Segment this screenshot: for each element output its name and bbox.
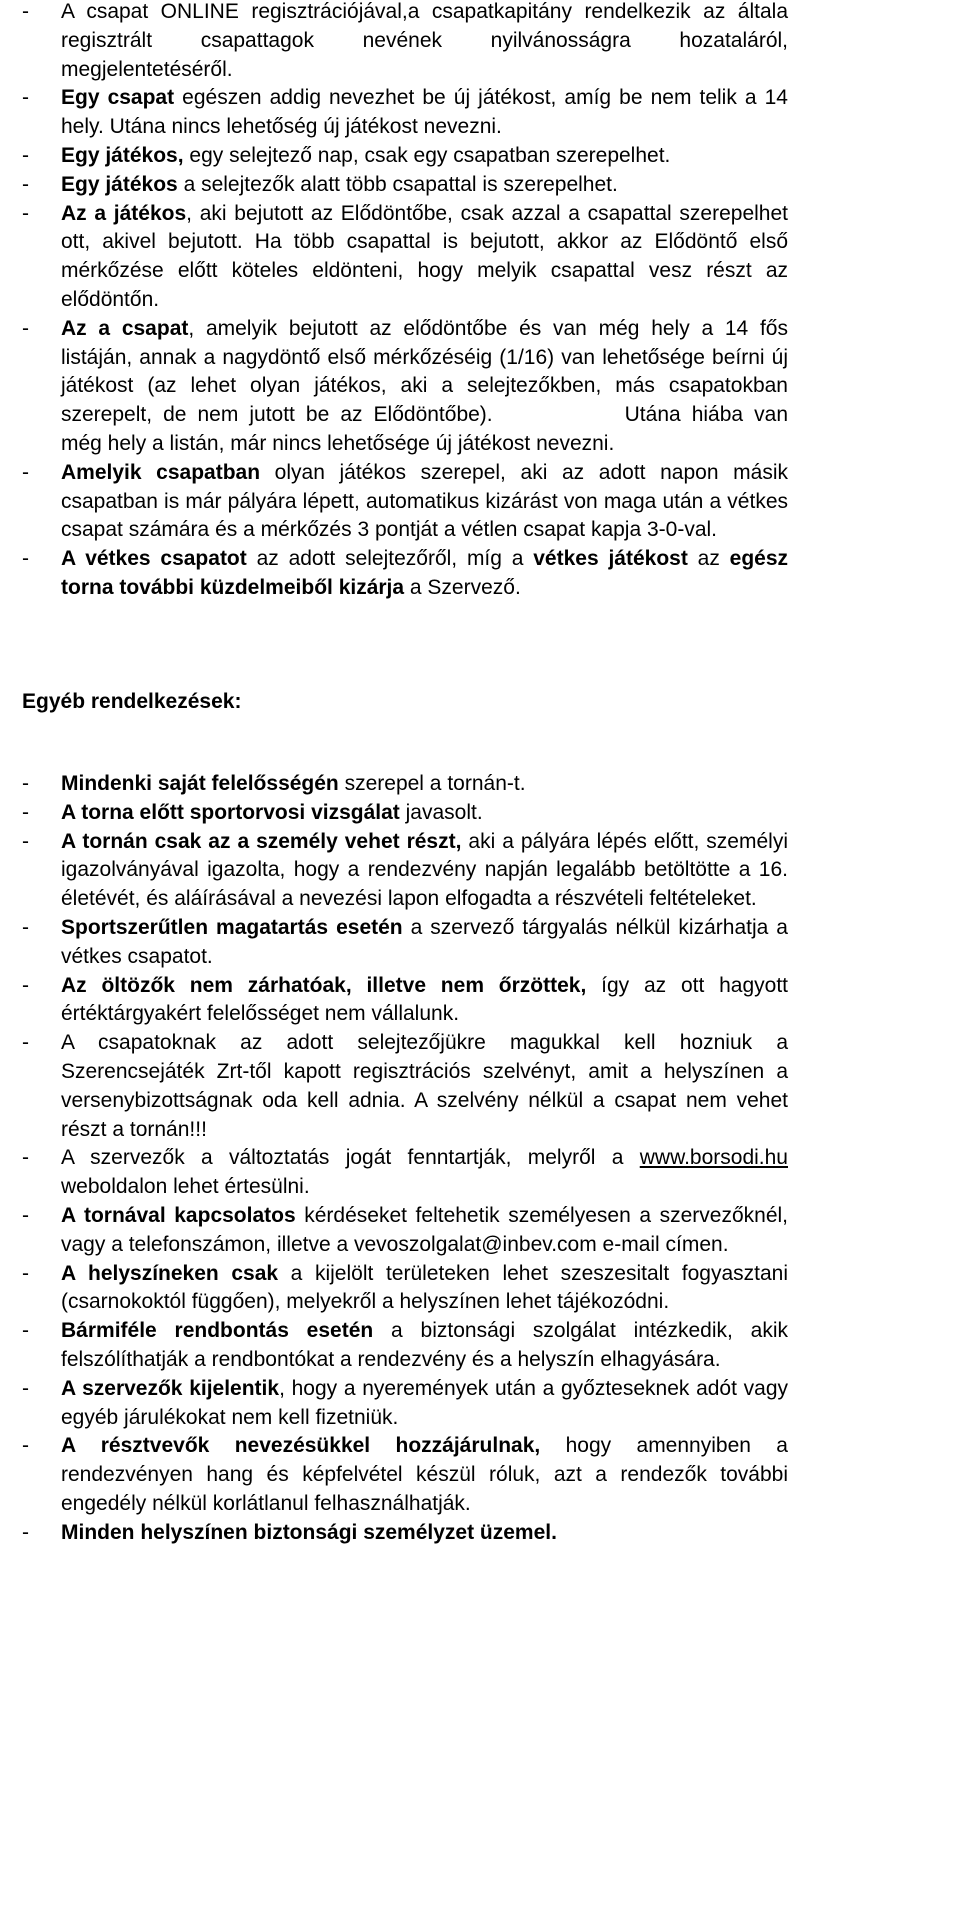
provision-item [22, 1202, 788, 1260]
provision-item [22, 1375, 788, 1433]
provision-item [22, 828, 788, 914]
rule-item [22, 315, 788, 459]
item-text: az [687, 547, 730, 571]
provision-item [22, 770, 788, 799]
list-dash: - [22, 1031, 29, 1055]
provision-item [22, 1317, 788, 1375]
bold-text: Az a csapat [61, 316, 189, 340]
item-text: a biztonsági szolgálat intézkedik, akik felszólíthatják a rendbontókat a rendezvény és a helyszín elhagyására. [61, 1319, 789, 1371]
item-text: A csapat ONLINE regisztrációjával,a csapatkapitány rendelkezik az általa regisztrált csapattagok nevének nyilvánosságra hozataláról, megjelentetéséről. [61, 0, 788, 81]
item-text: , aki bejutott az Elődöntőbe, csak azzal a csapattal szerepelhet ott, akivel bejutott. Ha több csapattal is bejutott, akkor az Elődöntő első mérkőzése előtt köteles eldönteni, hogy melyik csapattal vesz részt az elődöntőn. [61, 201, 789, 311]
rule-item [22, 171, 788, 200]
item-text: egészen addig nevezhet be új játékost, amíg be nem telik a 14 hely. Utána nincs lehetőség új játékost nevezni. [61, 86, 788, 139]
provision-item [22, 1144, 788, 1202]
rule-item [22, 200, 788, 315]
list-dash: - [22, 915, 29, 939]
bold-text: Egy csapat [61, 86, 175, 110]
item-text: egy selejtező nap, csak egy csapatban szerepelhet. [183, 143, 671, 167]
list-dash: - [22, 143, 29, 167]
list-dash: - [22, 1434, 29, 1458]
list-dash: - [22, 172, 29, 196]
bold-text: egész torna további küzdelmeiből kizárja [61, 547, 789, 599]
bold-text: Minden helyszínen biztonsági személyzet üzemel. [61, 1520, 557, 1544]
list-dash: - [22, 86, 29, 110]
bold-text: A szervezők kijelentik [61, 1376, 280, 1400]
bold-text: A torna előtt sportorvosi vizsgálat [61, 800, 400, 824]
provision-item [22, 1519, 788, 1548]
list-dash: - [22, 1146, 29, 1170]
section-title: Egyéb rendelkezések: [22, 690, 242, 713]
list-dash: - [22, 1520, 29, 1544]
rule-item [22, 0, 788, 84]
list-dash: - [22, 1319, 29, 1343]
rule-item [22, 142, 788, 171]
item-text: a szervező tárgyalás nélkül kizárhatja a vétkes csapatot. [61, 915, 788, 968]
provision-item [22, 972, 788, 1030]
bold-text: vétkes játékost [533, 547, 688, 571]
bold-text: A résztvevők nevezésükkel hozzájárulnak, [61, 1434, 541, 1458]
bold-text: A tornával kapcsolatos [61, 1203, 296, 1227]
bold-text: Az a játékos [61, 201, 187, 225]
item-text: a Szervező. [404, 575, 521, 599]
bold-text: A tornán csak az a személy vehet részt, [61, 829, 462, 853]
list-dash: - [22, 1203, 29, 1227]
list-dash: - [22, 1261, 29, 1285]
list-dash: - [22, 1376, 29, 1400]
item-text: aki a pályára lépés előtt, személyi igazolványával igazolta, hogy a rendezvény napján legalább betöltötte a 16. életévét, és aláírásával a nevezési lapon elfogadta a részvételi feltételeket. [61, 829, 788, 911]
list-dash: - [22, 800, 29, 824]
item-text: hogy amennyiben a rendezvényen hang és képfelvétel készül róluk, azt a rendezők további engedély nélkül korlátlanul felhasználhatják. [61, 1434, 788, 1515]
bold-text: A vétkes csapatot [61, 547, 247, 571]
bold-text: Sportszerűtlen magatartás esetén [61, 915, 403, 939]
item-text: a selejtezők alatt több csapattal is szerepelhet. [177, 172, 618, 196]
bold-text: Bármiféle rendbontás esetén [61, 1319, 374, 1343]
item-text: így az ott hagyott értéktárgyakért felelősséget nem vállalunk. [61, 973, 788, 1026]
item-text: olyan játékos szerepel, aki az adott napon másik csapatban is már pályára lépett, automatikus kizárást von maga után a vétkes csapat számára és a mérkőzés 3 pontját a vétlen csapat kapja 3-0-val. [61, 460, 788, 542]
bold-text: Amelyik csapatban [61, 460, 261, 484]
list-dash: - [22, 0, 29, 23]
provision-item [22, 1260, 788, 1318]
rule-item [22, 545, 788, 603]
other-provisions-list [22, 770, 788, 1548]
website-link[interactable]: www.borsodi.hu [639, 1146, 788, 1170]
list-dash: - [22, 316, 29, 340]
list-dash: - [22, 460, 29, 484]
provision-item [22, 799, 788, 828]
item-text: , amelyik bejutott az elődöntőbe és van még hely a 14 fős listáján, annak a nagydöntő első mérkőzéséig (1/16) van lehetősége beírni új játékost (az lehet olyan játékos, aki a selejtezőkben, más csapatokban szerepelt, de nem jutott be az Elődöntőbe). [61, 316, 788, 427]
provision-item [22, 1432, 788, 1518]
rules-list [22, 0, 788, 603]
list-dash: - [22, 973, 29, 997]
provision-item [22, 914, 788, 972]
item-text: kérdéseket feltehetik személyesen a szervezőknél, vagy a telefonszámon, illetve a vevoszolgalat@inbev.com e-mail címen. [61, 1203, 788, 1256]
item-text: Utána hiába van még hely a listán, már nincs lehetősége új játékost nevezni. [61, 403, 788, 455]
item-text: A szervezők a változtatás jogát fenntartják, melyről a [61, 1146, 640, 1170]
bold-text: Mindenki saját felelősségén [61, 772, 339, 795]
bold-text: A helyszíneken csak [61, 1261, 279, 1285]
item-text: a kijelölt területeken lehet szeszesitalt fogyasztani (csarnokoktól függően), melyekről a helyszínen lehet tájékozódni. [61, 1261, 788, 1314]
bold-text: Egy játékos, [61, 143, 184, 167]
bold-text: Az öltözők nem zárhatóak, illetve nem őrzöttek, [61, 973, 587, 997]
list-dash: - [22, 829, 29, 853]
provision-item [22, 1029, 788, 1144]
rule-item [22, 459, 788, 545]
item-text: javasolt. [399, 800, 483, 824]
list-dash: - [22, 201, 29, 225]
item-text: weboldalon lehet értesülni. [61, 1175, 310, 1199]
bold-text: Egy játékos [61, 172, 178, 196]
list-dash: - [22, 772, 29, 795]
item-text: A csapatoknak az adott selejtezőjükre magukkal kell hozniuk a Szerencsejáték Zrt-től kapott regisztrációs szelvényt, amit a helyszínen a versenybizottságnak oda kell adnia. A szelvény nélkül a csapat nem vehet részt a tornán!!! [61, 1031, 788, 1141]
list-dash: - [22, 547, 29, 571]
item-text: szerepel a tornán-t. [338, 772, 526, 795]
item-text: az adott selejtezőről, míg a [246, 547, 534, 571]
item-text: , hogy a nyeremények után a győzteseknek adót vagy egyéb járulékokat nem kell fizetniük. [61, 1376, 789, 1429]
rule-item [22, 84, 788, 142]
